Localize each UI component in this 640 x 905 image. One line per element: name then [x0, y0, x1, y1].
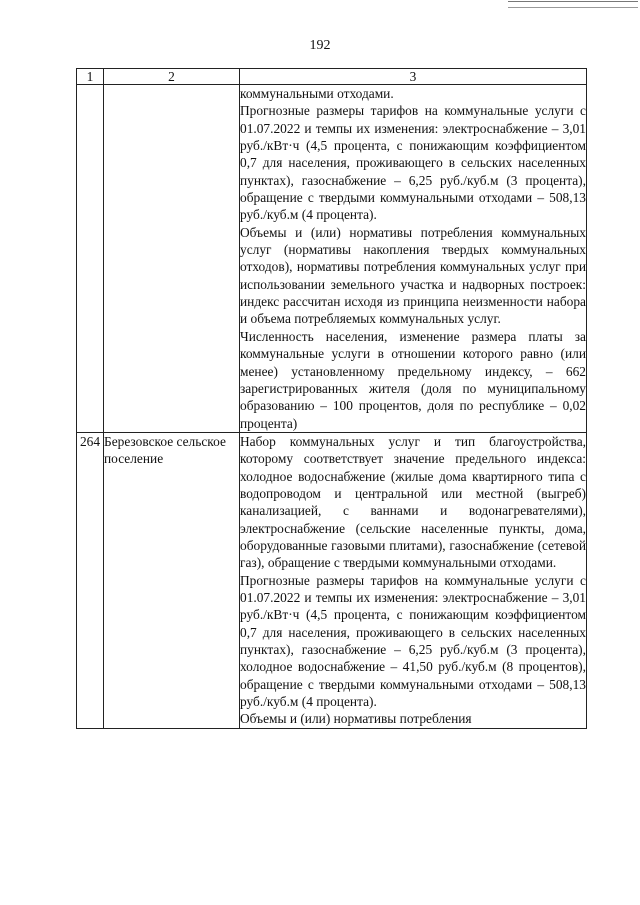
paragraph: Объемы и (или) нормативы потребления: [240, 711, 472, 727]
paragraph: коммунальными отходами.: [240, 86, 394, 101]
paragraph: Численность населения, изменение размера платы за коммунальные услуги в отношении которого равно (или менее) установленному предельному индексу, – 662 зарегистрированных жителя (доля по муниципальному образованию – 100 процентов, доля по республике – 0,02 процента): [240, 328, 586, 431]
paragraph: Набор коммунальных услуг и тип благоустройства, которому соответствует значение предельного индекса: холодное водоснабжение (жилые дома квартирного типа с водопроводом и центральной или местной (выгреб) канализацией, с ваннами и водонагревателями), электроснабжение (сельские населенные пункты, дома, оборудованные газовыми плитами), газоснабжение (сетевой газ), обращение с твердыми коммунальными отходами.: [240, 433, 586, 571]
paragraph: Объемы и (или) нормативы потребления коммунальных услуг (нормативы накопления твердых коммунальных отходов), нормативы потребления коммунальных услуг при использовании земельного участка и надворных построек: индекс рассчитан исходя из принципа неизменности набора и объема потребляемых коммунальных услуг.: [240, 224, 586, 327]
row-number: 264: [77, 432, 104, 728]
row-number: [77, 85, 104, 433]
column-header-3: 3: [240, 69, 587, 85]
paragraph: Прогнозные размеры тарифов на коммунальные услуги с 01.07.2022 и темпы их изменения: электроснабжение – 3,01 руб./кВт·ч (4,5 процента, с понижающим коэффициентом 0,7 для населения, проживающего в сельских населенных пунктах), газоснабжение – 6,25 руб./куб.м (3 процента), обращение с твердыми коммунальными отходами – 508,13 руб./куб.м (4 процента).: [240, 103, 586, 223]
municipality-name: [104, 85, 240, 433]
tariff-table: [76, 68, 587, 729]
page-number: 192: [309, 38, 331, 53]
row-description: [240, 85, 587, 433]
municipality-name: Березовское сельское поселение: [104, 432, 240, 728]
column-header-1: 1: [77, 69, 104, 85]
table-header-row: [77, 69, 587, 85]
row-description: [240, 432, 587, 728]
table-row: [77, 432, 587, 728]
table-row: [77, 85, 587, 433]
corner-scan-mark: [508, 1, 638, 8]
column-header-2: 2: [104, 69, 240, 85]
paragraph: Прогнозные размеры тарифов на коммунальные услуги с 01.07.2022 и темпы их изменения: электроснабжение – 3,01 руб./кВт·ч (4,5 процента, с понижающим коэффициентом 0,7 для населения, проживающего в сельских населенных пунктах), газоснабжение – 6,25 руб./куб.м (3 процента), холодное водоснабжение – 41,50 руб./куб.м (8 процентов), обращение с твердыми коммунальными отходами – 508,13 руб./куб.м (4 процента).: [240, 572, 586, 710]
